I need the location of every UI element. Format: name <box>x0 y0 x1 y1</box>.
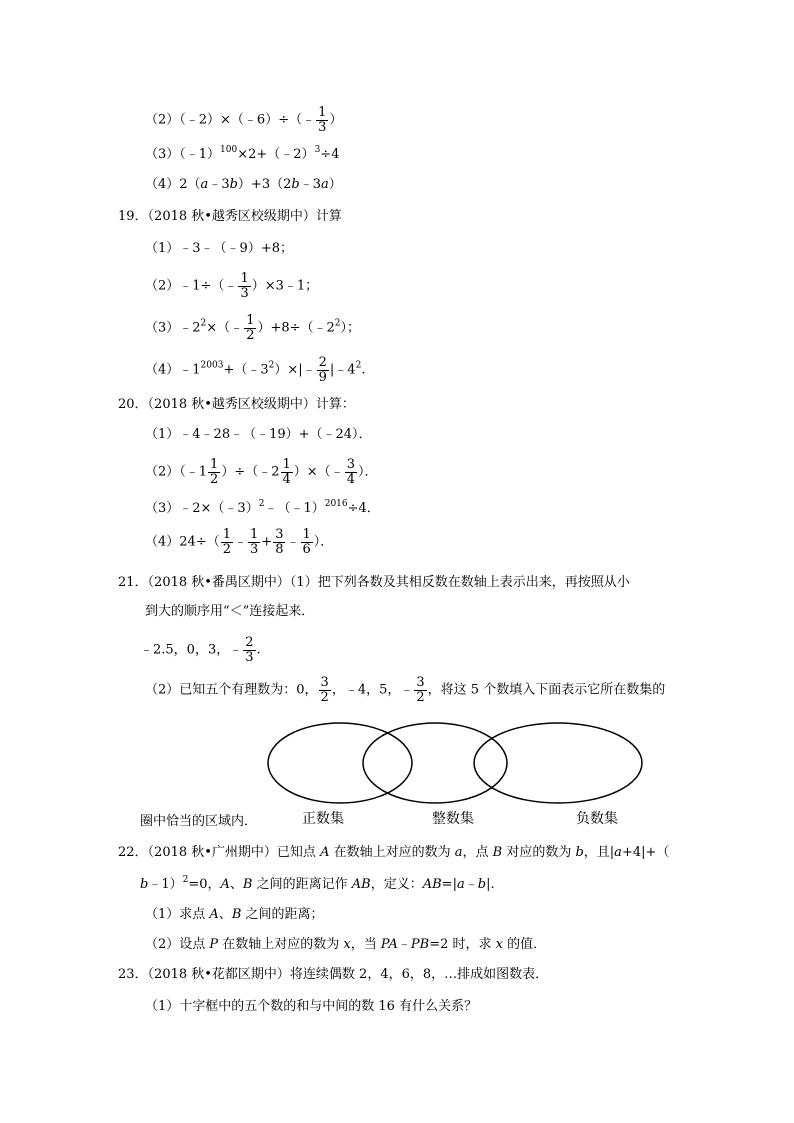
fraction: $\frac{3}{4}$ <box>346 457 355 487</box>
venn-diagram <box>260 718 650 808</box>
q20-part-2: （2）（﹣1 $\frac{1}{2}$ ）÷（﹣2 $\frac{1}{4}$ ）×（﹣ $\frac{3}{4}$ ）． <box>145 457 378 487</box>
q23-heading: 23．（2018 秋•花都区期中）将连续偶数 2，4，6，8，…排成如图数表． <box>118 967 549 982</box>
q21-heading-cont: 到大的顺序用“＜”连接起来． <box>145 604 315 619</box>
fraction: $\frac{1}{4}$ <box>282 457 291 487</box>
q19-heading: 19．（2018 秋•越秀区校级期中）计算 <box>118 209 342 224</box>
q20-part-4: （4）24÷（ $\frac{1}{2}$ ﹣ $\frac{1}{3}$ + $\frac{3}{8}$ ﹣ $\frac{1}{6}$ ）． <box>145 527 334 557</box>
positive-set-label: 正数集 <box>302 811 344 827</box>
q18-part-2: （2）（﹣2）×（﹣6）÷（﹣ $\frac{1}{3}$ ） <box>145 105 343 135</box>
integer-set-label: 整数集 <box>432 811 474 827</box>
fraction: $\frac{1}{2}$ <box>246 313 255 343</box>
q23-part-1: （1）十字框中的五个数的和与中间的数 16 有什么关系？ <box>145 999 478 1014</box>
q21-tail: 圈中恰当的区域内． <box>140 814 258 829</box>
q22-line-1: 22．（2018 秋•广州期中）已知点 A 在数轴上对应的数为 a，点 B 对应的数为 b，且|a+4|+（ <box>118 845 670 860</box>
q22-part-1: （1）求点 A、B 之间的距离； <box>145 907 324 922</box>
fraction: $\frac{1}{2}$ <box>210 457 219 487</box>
fraction: $\frac{3}{2}$ <box>416 675 425 705</box>
negative-set-ellipse[interactable] <box>474 723 642 803</box>
fraction: $\frac{1}{6}$ <box>302 527 311 557</box>
q22-line-2: b﹣1）$^2$=0，A、B 之间的距离记作 AB，定义：AB=|a﹣b|. <box>140 875 495 892</box>
q19-part-2: （2）﹣1÷（﹣ $\frac{1}{3}$ ）×3﹣1； <box>145 271 319 301</box>
fraction: $\frac{2}{3}$ <box>245 635 254 665</box>
q21-heading: 21．（2018 秋•番禺区期中）（1）把下列各数及其相反数在数轴上表示出来，再按照从小 <box>118 575 630 590</box>
fraction: $\frac{3}{2}$ <box>320 675 329 705</box>
q21-numbers: ﹣2.5，0，3，﹣ $\frac{2}{3}$ . <box>140 635 261 665</box>
q20-part-3: （3）﹣2×（﹣3）$^2$﹣（﹣1）$^{2016}$÷4． <box>145 499 380 516</box>
q18-part-4: （4）2（a﹣3b）+3（2b﹣3a） <box>145 177 342 192</box>
negative-set-label: 负数集 <box>576 811 618 827</box>
integer-set-ellipse[interactable] <box>363 723 507 803</box>
q20-part-1: （1）﹣4﹣28﹣（﹣19）+（﹣24）． <box>145 427 372 442</box>
q19-part-4: $(4)﹣1^{2003}+(﹣3^2)\times|﹣$ $\frac{2}{9}$ $|﹣4^2$. <box>145 355 366 385</box>
fraction: $\frac{1}{2}$ <box>222 527 231 557</box>
fraction: $\frac{3}{8}$ <box>275 527 284 557</box>
q19-part-3: $(3)﹣2^2\times(﹣$ $\frac{1}{2}$ ）$+8\div(﹣2^2)$； <box>145 313 361 343</box>
fraction: $\frac{1}{3}$ <box>240 271 249 301</box>
q22-part-2: （2）设点 P 在数轴上对应的数为 x，当 PA﹣PB=2 时，求 x 的值． <box>145 937 547 952</box>
fraction: $\frac{1}{3}$ <box>318 105 327 135</box>
fraction: $\frac{2}{9}$ <box>318 355 327 385</box>
fraction: $\frac{1}{3}$ <box>250 527 259 557</box>
q19-part-1: （1）﹣3﹣（﹣9）+8； <box>145 241 293 256</box>
q21-part-2: （2）已知五个有理数为：0， $\frac{3}{2}$ ，﹣4，5，﹣ $\frac{3}{2}$ ，将这 5 个数填入下面表示它所在数集的 <box>145 675 666 705</box>
positive-set-ellipse[interactable] <box>268 723 412 803</box>
q20-heading: 20．（2018 秋•越秀区校级期中）计算： <box>118 397 355 412</box>
q18-part-3: （3）（﹣1）$^{100}$×2+（﹣2）$^3$÷4 <box>145 145 340 162</box>
